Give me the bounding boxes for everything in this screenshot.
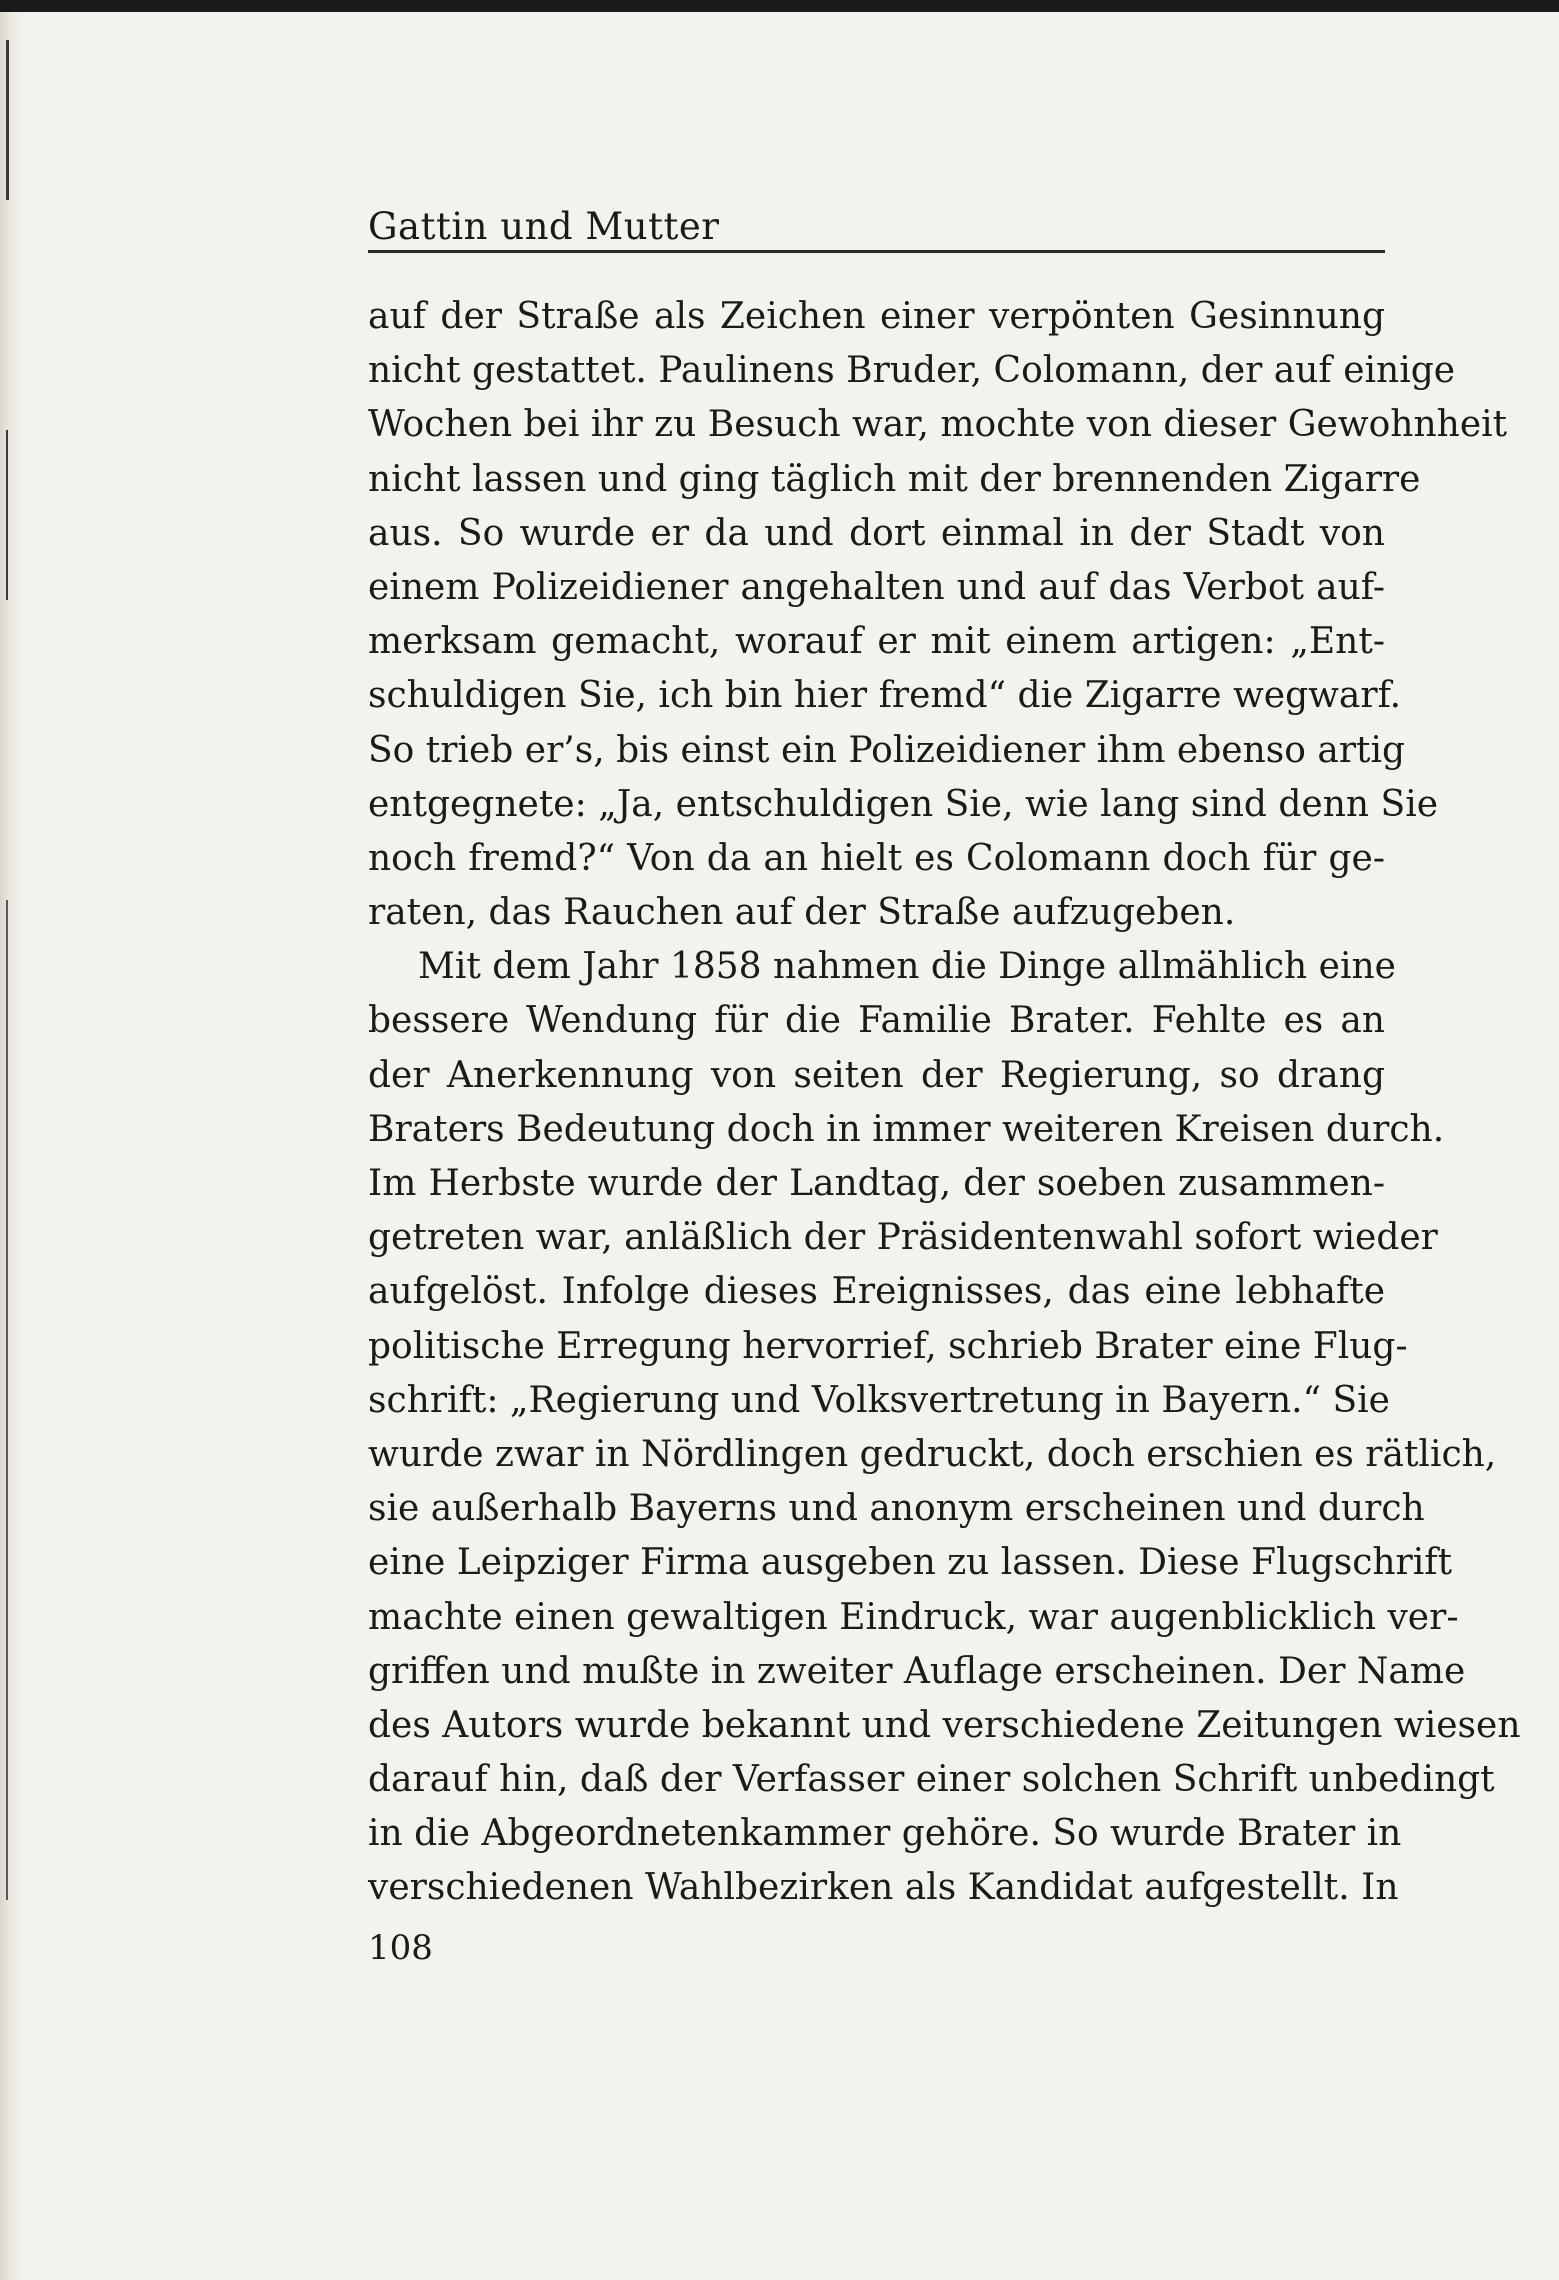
text-line: eine Leipziger Firma ausgeben zu lassen. Diese Flugschrift <box>368 1542 1453 1584</box>
text-line: aufgelöst. Infolge dieses Ereignisses, das eine lebhafte <box>368 1271 1385 1313</box>
text-line: griffen und mußte in zweiter Auflage erscheinen. Der Name <box>368 1650 1466 1692</box>
text-line: nicht lassen und ging täglich mit der brennenden Zigarre <box>368 458 1421 500</box>
body-text <box>368 290 1521 1916</box>
text-line: getreten war, anläßlich der Präsidentenwahl sofort wieder <box>368 1217 1438 1259</box>
text-line: auf der Straße als Zeichen einer verpönten Gesinnung <box>368 296 1385 337</box>
text-line: noch fremd?“ Von da an hielt es Colomann doch für ge- <box>368 837 1385 879</box>
binding-shadow-mark <box>6 430 8 600</box>
running-title: Gattin und Mutter <box>368 205 720 248</box>
text-line: des Autors wurde bekannt und verschiedene Zeitungen wiesen <box>368 1704 1521 1746</box>
text-line: politische Erregung hervorrief, schrieb Brater eine Flug- <box>368 1325 1408 1367</box>
text-line: verschiedenen Wahlbezirken als Kandidat aufgestellt. In <box>368 1867 1399 1909</box>
text-line: machte einen gewaltigen Eindruck, war augenblicklich ver- <box>368 1596 1459 1638</box>
text-line: So trieb er’s, bis einst ein Polizeidiener ihm ebenso artig <box>368 729 1406 771</box>
text-line: wurde zwar in Nördlingen gedruckt, doch erschien es rätlich, <box>368 1433 1497 1475</box>
text-line: merksam gemacht, worauf er mit einem artigen: „Ent- <box>368 621 1385 663</box>
page-top-edge <box>0 0 1559 12</box>
text-line: schrift: „Regierung und Volksvertretung in Bayern.“ Sie <box>368 1379 1390 1421</box>
text-line: einem Polizeidiener angehalten und auf das Verbot auf- <box>368 566 1385 608</box>
text-line: aus. So wurde er da und dort einmal in der Stadt von <box>368 512 1385 554</box>
text-line: nicht gestattet. Paulinens Bruder, Colomann, der auf einige <box>368 350 1456 392</box>
text-line: in die Abgeordnetenkammer gehöre. So wurde Brater in <box>368 1813 1402 1855</box>
text-line: Wochen bei ihr zu Besuch war, mochte von dieser Gewohnheit <box>368 404 1508 446</box>
page-number: 108 <box>368 1928 433 1968</box>
text-line: raten, das Rauchen auf der Straße aufzugeben. <box>368 892 1236 934</box>
header-rule <box>368 250 1385 253</box>
text-line: der Anerkennung von seiten der Regierung, so drang <box>368 1054 1385 1096</box>
text-line: bessere Wendung für die Familie Brater. Fehlte es an <box>368 1000 1385 1042</box>
paragraph-first-line: Mit dem Jahr 1858 nahmen die Dinge allmählich eine <box>418 946 1396 988</box>
page-binding-edge <box>0 12 22 2280</box>
binding-shadow-mark <box>6 900 8 1900</box>
text-line: darauf hin, daß der Verfasser einer solchen Schrift unbedingt <box>368 1759 1495 1801</box>
text-line: Im Herbste wurde der Landtag, der soeben zusammen- <box>368 1163 1385 1204</box>
text-line: entgegnete: „Ja, entschuldigen Sie, wie lang sind denn Sie <box>368 783 1439 825</box>
binding-shadow-mark <box>6 40 9 200</box>
text-line: Braters Bedeutung doch in immer weiteren Kreisen durch. <box>368 1108 1445 1150</box>
text-line: sie außerhalb Bayerns und anonym erscheinen und durch <box>368 1488 1425 1530</box>
text-line: schuldigen Sie, ich bin hier fremd“ die Zigarre wegwarf. <box>368 675 1402 717</box>
